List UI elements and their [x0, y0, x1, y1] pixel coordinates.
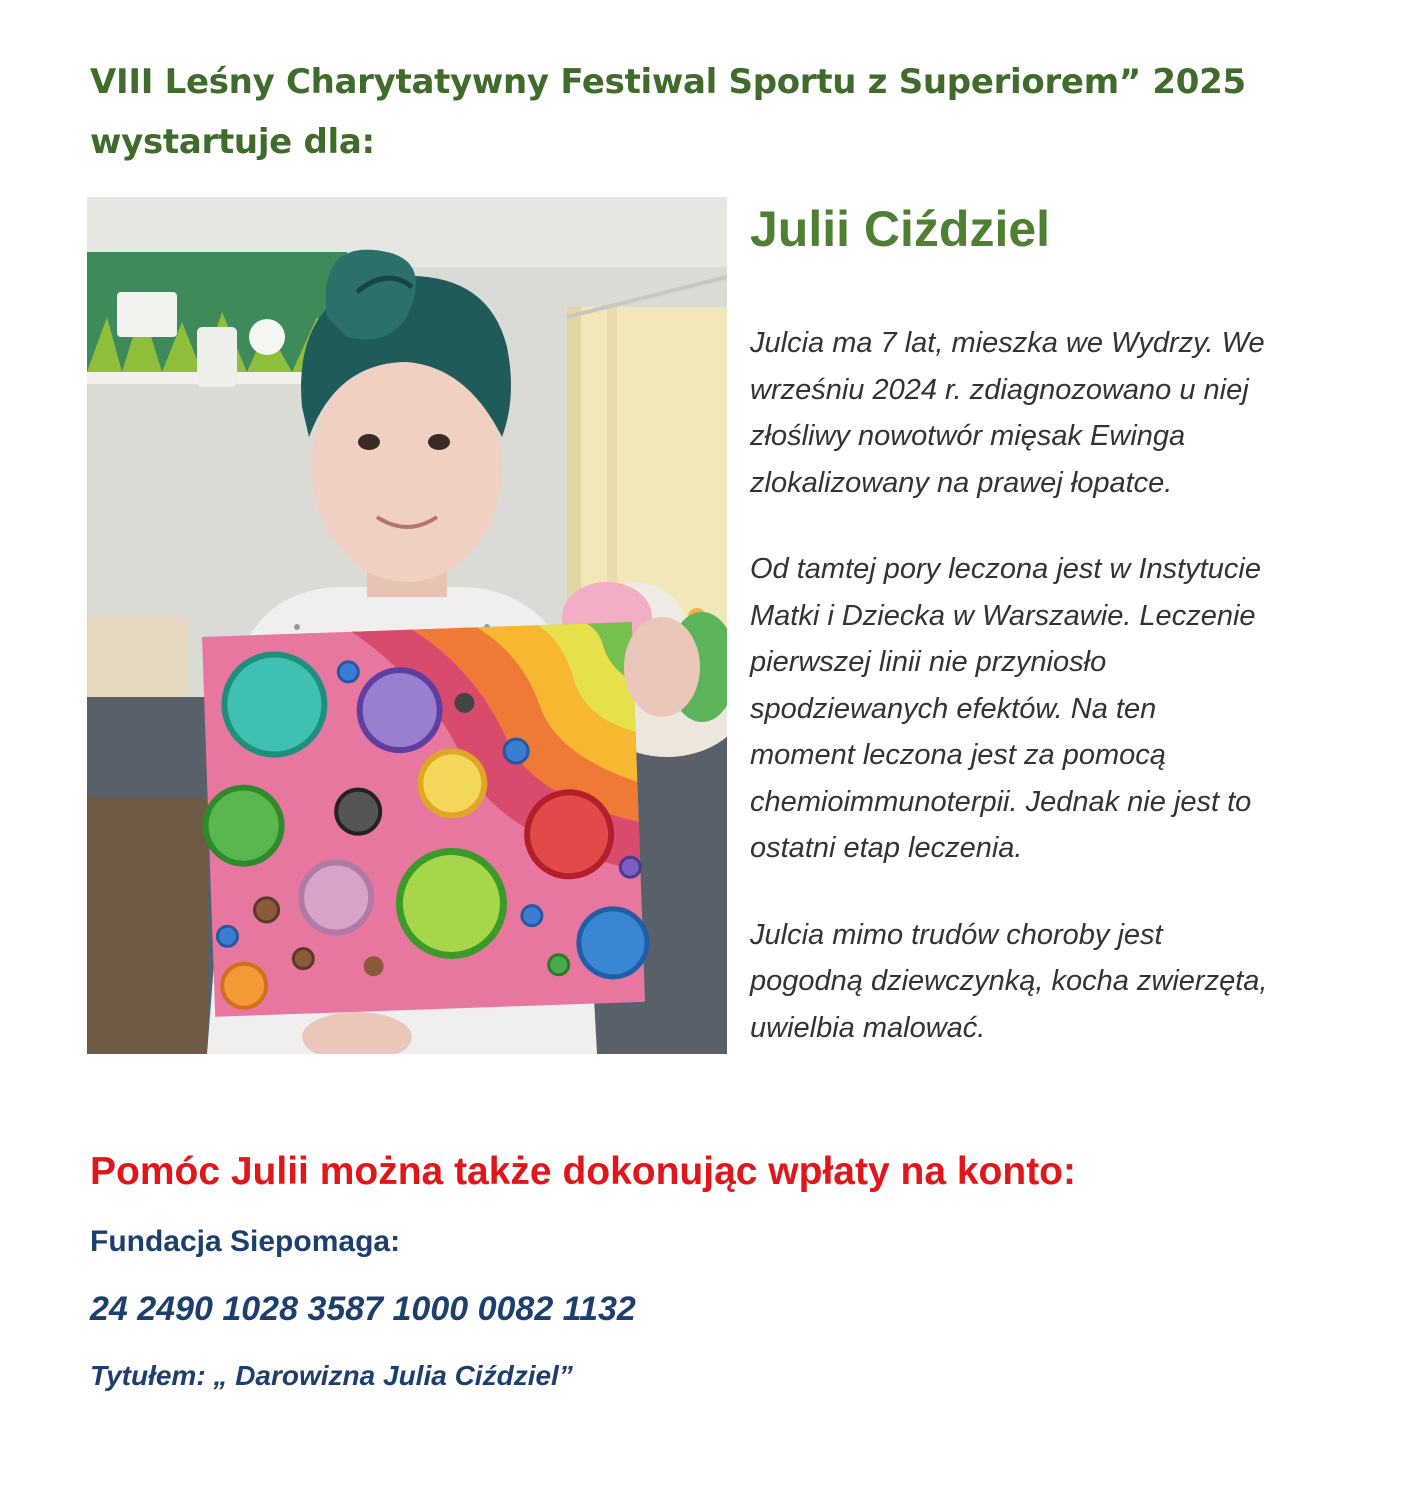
story-line: wrześniu 2024 r. zdiagnozowano u niej	[750, 373, 1249, 406]
beneficiary-story	[750, 320, 1370, 1091]
story-line: chemioimmunoterpii. Jednak nie jest to	[750, 785, 1252, 818]
story-line: złośliwy nowotwór mięsak Ewinga	[750, 420, 1186, 452]
story-line: spodziewanych efektów. Na ten	[750, 692, 1157, 725]
story-line: moment leczona jest za pomocą	[750, 739, 1166, 771]
beneficiary-name: Julii Ciździel	[750, 201, 1051, 257]
story-line: pogodną dziewczynką, kocha zwierzęta,	[750, 965, 1268, 997]
story-paragraph-2	[750, 546, 1370, 872]
story-line: Julcia mimo trudów choroby jest	[750, 918, 1163, 951]
story-paragraph-1	[750, 320, 1370, 506]
beneficiary-photo	[87, 197, 727, 1054]
story-line: Matki i Dziecka w Warszawie. Leczenie	[750, 599, 1256, 632]
foundation-name: Fundacja Siepomaga:	[90, 1225, 401, 1258]
donation-call-to-action: Pomóc Julii można także dokonując wpłaty na konto:	[90, 1150, 1076, 1193]
story-line: zlokalizowany na prawej łopatce.	[750, 466, 1173, 499]
story-line: Julcia ma 7 lat, mieszka we Wydrzy. We	[750, 327, 1265, 359]
festival-title: VIII Leśny Charytatywny Festiwal Sportu z Superiorem” 2025	[90, 62, 1246, 102]
festival-subtitle: wystartuje dla:	[90, 122, 375, 162]
story-line: pierwszej linii nie przyniosło	[750, 646, 1107, 678]
festival-header	[90, 52, 1350, 172]
bank-account-number: 24 2490 1028 3587 1000 0082 1132	[90, 1290, 636, 1328]
story-paragraph-3	[750, 912, 1370, 1052]
story-line: uwielbia malować.	[750, 1011, 986, 1044]
story-line: ostatni etap leczenia.	[750, 832, 1023, 864]
transfer-title: Tytułem: „ Darowizna Julia Ciździel”	[90, 1360, 573, 1391]
story-line: Od tamtej pory leczona jest w Instytucie	[750, 553, 1261, 585]
